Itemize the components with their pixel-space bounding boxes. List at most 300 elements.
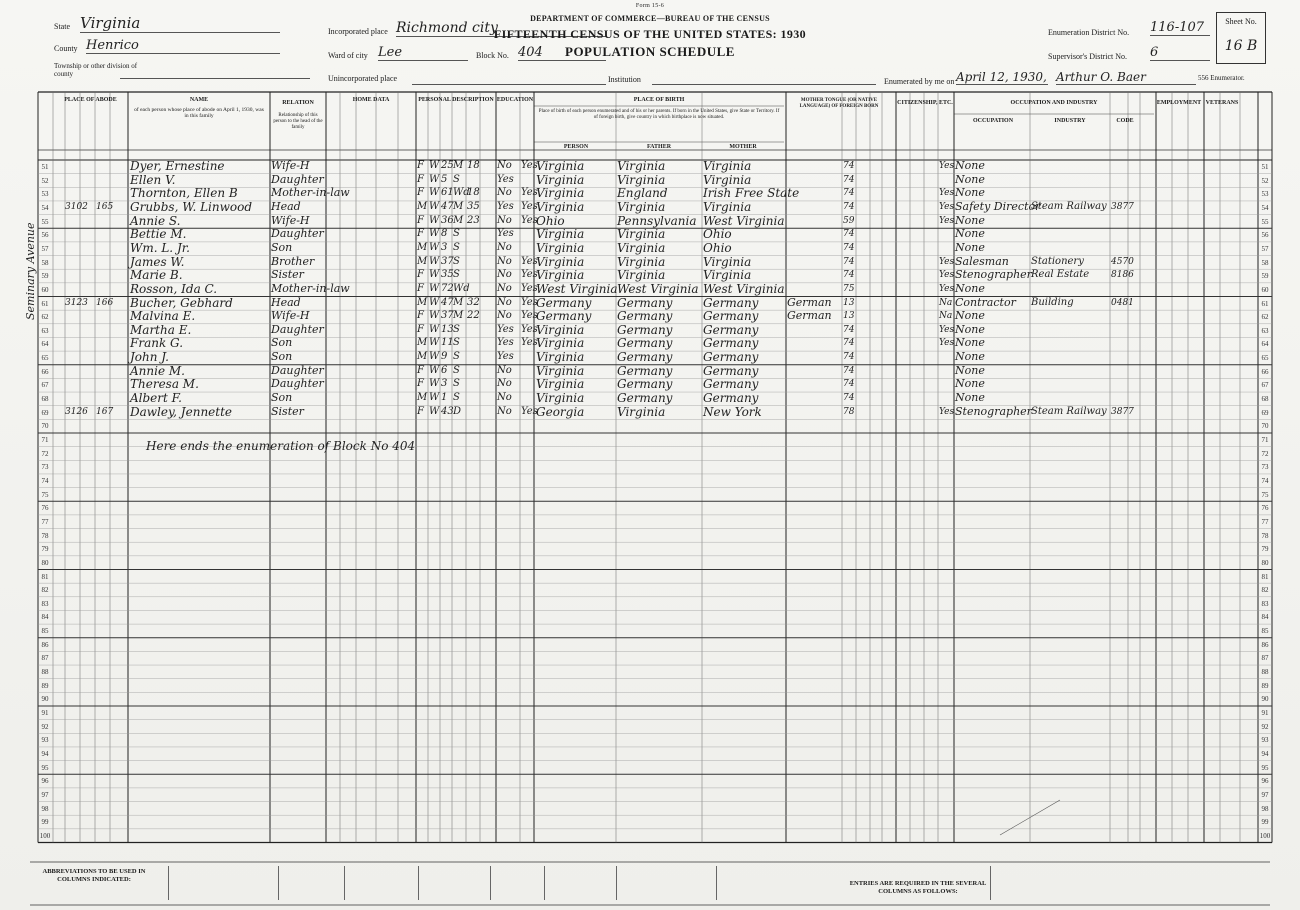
cell-name: Frank G. xyxy=(130,336,184,351)
cell-fam: 165 xyxy=(96,201,114,212)
cell-age: 47 xyxy=(441,200,454,212)
row-number-left: 97 xyxy=(41,790,49,799)
cell-mbp: Germany xyxy=(703,336,759,351)
cell-rel: Wife-H xyxy=(271,213,310,227)
row-number-right: 75 xyxy=(1261,490,1269,499)
cell-mar: S xyxy=(453,351,460,363)
cell-bp: Virginia xyxy=(536,172,585,187)
cell-age: 6 xyxy=(441,364,448,376)
cell-age: 36 xyxy=(441,214,454,226)
cell-sch: No xyxy=(497,187,512,199)
row-number-left: 90 xyxy=(41,695,49,704)
cell-occ: None xyxy=(955,240,985,254)
cell-cit: Yes xyxy=(939,215,955,226)
cell-ind: Building xyxy=(1031,296,1074,308)
cell-sex: F xyxy=(417,282,424,294)
group-mother-tongue: MOTHER TONGUE (OR NATIVE LANGUAGE) OF FOREIGN BORN xyxy=(799,98,879,109)
row-number-left: 52 xyxy=(41,176,49,185)
row-number-right: 62 xyxy=(1261,313,1269,322)
cell-house: 3102 xyxy=(65,201,88,212)
cell-read: Yes xyxy=(521,323,538,335)
row-number-right: 76 xyxy=(1261,504,1269,513)
cell-agem: 32 xyxy=(467,296,480,308)
cell-fbp: West Virginia xyxy=(617,281,699,296)
cell-ocode: 4570 xyxy=(1111,256,1134,267)
cell-cit: Yes xyxy=(939,270,955,281)
row-number-right: 69 xyxy=(1261,408,1269,417)
cell-mar: S xyxy=(453,378,460,390)
cell-mar: M xyxy=(453,160,464,171)
cell-code: 74 xyxy=(843,324,855,335)
row-number-left: 57 xyxy=(41,244,49,253)
cell-fbp: Virginia xyxy=(617,227,666,242)
cell-rel: Daughter xyxy=(271,172,324,186)
cell-sch: Yes xyxy=(497,173,514,185)
cell-mbp: Virginia xyxy=(703,268,752,283)
cell-rel: Wife-H xyxy=(271,159,310,172)
row-number-right: 79 xyxy=(1261,545,1269,554)
cell-race: W xyxy=(429,337,440,349)
cell-occ: None xyxy=(955,159,985,172)
cell-house: 3126 xyxy=(65,406,88,417)
cell-read: Yes xyxy=(521,405,538,417)
sheet-label: Sheet No. xyxy=(1225,17,1257,26)
row-number-right: 95 xyxy=(1261,763,1269,772)
cell-code: 74 xyxy=(843,174,855,185)
cell-mar: S xyxy=(453,269,460,281)
cell-fbp: Virginia xyxy=(617,404,666,419)
row-number-left: 67 xyxy=(41,381,49,390)
abbreviation-box xyxy=(544,866,613,900)
row-number-left: 94 xyxy=(41,749,49,758)
cell-occ: Salesman xyxy=(955,254,1009,268)
cell-sex: F xyxy=(417,310,424,322)
cell-read: Yes xyxy=(521,160,538,171)
row-number-left: 65 xyxy=(41,354,49,363)
cell-fbp: Germany xyxy=(617,322,673,337)
cell-ind: Real Estate xyxy=(1031,269,1090,281)
row-number-left: 93 xyxy=(41,736,49,745)
cell-cit: Yes xyxy=(939,188,955,199)
cell-cit: Yes xyxy=(939,406,955,417)
cell-sch: No xyxy=(497,255,512,267)
row-number-left: 59 xyxy=(41,272,49,281)
state-value: Virginia xyxy=(80,14,280,33)
ward-value: Lee xyxy=(378,45,468,61)
row-number-right: 83 xyxy=(1261,599,1269,608)
cell-mar: S xyxy=(453,241,460,253)
row-number-right: 54 xyxy=(1261,203,1269,212)
cell-rel: Daughter xyxy=(271,363,324,377)
street-margin-note: Seminary Avenue xyxy=(24,222,37,320)
group-place-of-abode: PLACE OF ABODE xyxy=(64,97,117,103)
row-number-left: 84 xyxy=(41,613,49,622)
cell-bp: Ohio xyxy=(536,213,565,228)
cell-mar: M xyxy=(453,214,464,226)
cell-rel: Head xyxy=(271,295,301,309)
cell-fbp: Germany xyxy=(617,377,673,392)
cell-sch: No xyxy=(497,392,512,404)
cell-rel: Mother-in-law xyxy=(271,186,350,200)
cell-sex: M xyxy=(417,241,428,253)
name-column-desc: of each person whose place of abode on April 1, 1930, was in this family xyxy=(134,107,264,119)
cell-cit: Yes xyxy=(939,283,955,294)
cell-sch: Yes xyxy=(497,323,514,335)
cell-code: 74 xyxy=(843,365,855,376)
row-number-left: 51 xyxy=(41,163,49,171)
cell-name: Theresa M. xyxy=(130,377,199,392)
row-number-left: 83 xyxy=(41,599,49,608)
abbreviation-box xyxy=(344,866,415,900)
cell-fbp: Germany xyxy=(617,350,673,365)
block-label: Block No. xyxy=(476,51,509,60)
cell-tongue: German xyxy=(787,309,832,323)
row-number-right: 99 xyxy=(1261,818,1269,827)
cell-name: Rosson, Ida C. xyxy=(130,281,218,296)
col-person: PERSON xyxy=(563,144,589,150)
cell-fbp: Germany xyxy=(617,295,673,310)
schedule-title: POPULATION SCHEDULE xyxy=(565,44,735,59)
row-number-right: 87 xyxy=(1261,654,1269,663)
cell-mbp: Germany xyxy=(703,391,759,406)
row-number-right: 63 xyxy=(1261,326,1269,335)
row-number-left: 54 xyxy=(41,203,49,212)
cell-sch: Yes xyxy=(497,351,514,363)
cell-sch: Yes xyxy=(497,228,514,240)
cell-age: 3 xyxy=(441,241,448,253)
cell-age: 25 xyxy=(441,160,454,171)
cell-sex: F xyxy=(417,269,424,281)
cell-ocode: 3877 xyxy=(1111,406,1134,417)
cell-mbp: Virginia xyxy=(703,254,752,269)
cell-age: 1 xyxy=(441,392,448,404)
cell-race: W xyxy=(429,310,440,322)
cell-sex: M xyxy=(417,200,428,212)
group-personal: PERSONAL DESCRIPTION xyxy=(418,97,494,103)
cell-fbp: Virginia xyxy=(617,268,666,283)
cell-rel: Son xyxy=(271,336,293,350)
enumerated-date: April 12, 1930, xyxy=(956,70,1047,84)
cell-rel: Daughter xyxy=(271,322,324,336)
enum-district-label: Enumeration District No. xyxy=(1048,28,1130,37)
unincorporated-label: Unincorporated place xyxy=(328,74,398,83)
row-number-right: 64 xyxy=(1261,340,1269,349)
cell-occ: None xyxy=(955,336,985,350)
abbreviations-title: ABBREVIATIONS TO BE USED IN COLUMNS INDICATED: xyxy=(42,868,146,883)
cell-sch: Yes xyxy=(497,200,514,212)
birth-column-desc: Place of birth of each person enumerated and of his or her parents. If born in the United States, give State or Territory. If of foreign birth, give country in which birthplace is now situated. xyxy=(538,109,780,120)
cell-age: 3 xyxy=(441,378,448,390)
cell-read: Yes xyxy=(521,310,538,322)
cell-code: 74 xyxy=(843,188,855,199)
row-number-left: 76 xyxy=(41,504,49,513)
col-code: CODE xyxy=(1116,118,1134,124)
institution-line xyxy=(652,84,876,85)
cell-sch: No xyxy=(497,296,512,308)
row-number-right: 91 xyxy=(1261,709,1269,717)
row-number-right: 84 xyxy=(1261,613,1269,622)
cell-fbp: England xyxy=(617,186,668,201)
row-number-right: 82 xyxy=(1261,586,1269,595)
cell-sex: F xyxy=(417,214,424,226)
cell-mbp: Irish Free State xyxy=(703,186,800,201)
group-home-data: HOME DATA xyxy=(352,97,390,103)
row-number-right: 59 xyxy=(1261,272,1269,281)
cell-race: W xyxy=(429,364,440,376)
row-number-right: 78 xyxy=(1261,531,1269,540)
cell-occ: Stenographer xyxy=(955,268,1032,282)
cell-code: 13 xyxy=(843,311,855,322)
cell-fbp: Germany xyxy=(617,391,673,406)
cell-code: 74 xyxy=(843,338,855,349)
row-number-right: 65 xyxy=(1261,354,1269,363)
row-number-left: 88 xyxy=(41,668,49,677)
row-number-left: 60 xyxy=(41,285,49,294)
cell-bp: Germany xyxy=(536,295,592,310)
cell-fbp: Germany xyxy=(617,363,673,378)
row-number-right: 80 xyxy=(1261,558,1269,567)
cell-name: Albert F. xyxy=(130,391,182,406)
department-title: DEPARTMENT OF COMMERCE—BUREAU OF THE CENSUS xyxy=(530,14,770,23)
row-number-right: 98 xyxy=(1261,804,1269,813)
cell-sch: No xyxy=(497,378,512,390)
cell-sex: M xyxy=(417,392,428,404)
cell-rel: Head xyxy=(271,199,301,213)
cell-age: 13 xyxy=(441,323,454,335)
cell-bp: Virginia xyxy=(536,322,585,337)
cell-sex: F xyxy=(417,187,424,199)
supervisor-value: 6 xyxy=(1150,45,1210,61)
row-number-right: 89 xyxy=(1261,681,1269,690)
row-number-right: 96 xyxy=(1261,777,1269,786)
cell-occ: None xyxy=(955,309,985,323)
row-number-left: 74 xyxy=(41,476,49,485)
cell-occ: None xyxy=(955,350,985,364)
cell-rel: Son xyxy=(271,350,293,364)
row-number-right: 72 xyxy=(1261,449,1269,458)
cell-bp: Virginia xyxy=(536,377,585,392)
cell-mbp: West Virginia xyxy=(703,281,785,296)
abbreviation-box xyxy=(168,866,275,900)
col-occupation: OCCUPATION xyxy=(972,118,1014,124)
cell-bp: Virginia xyxy=(536,254,585,269)
cell-name: Dawley, Jennette xyxy=(130,404,233,419)
cell-agem: 22 xyxy=(467,310,480,322)
cell-mar: Wd xyxy=(453,282,470,294)
cell-sch: No xyxy=(497,160,512,171)
cell-occ: None xyxy=(955,213,985,227)
end-of-block-note: Here ends the enumeration of Block No 404 xyxy=(146,439,416,453)
cell-rel: Son xyxy=(271,240,293,254)
cell-ind: Steam Railway xyxy=(1031,405,1107,417)
row-number-right: 94 xyxy=(1261,749,1269,758)
row-number-left: 70 xyxy=(41,422,49,431)
cell-fbp: Germany xyxy=(617,336,673,351)
cell-sex: F xyxy=(417,364,424,376)
cell-bp: Virginia xyxy=(536,268,585,283)
row-number-right: 52 xyxy=(1261,176,1269,185)
row-number-left: 99 xyxy=(41,818,49,827)
cell-mar: S xyxy=(453,392,460,404)
cell-read: Yes xyxy=(521,255,538,267)
cell-rel: Mother-in-law xyxy=(271,281,350,295)
cell-code: 59 xyxy=(843,215,855,226)
cell-ocode: 8186 xyxy=(1111,270,1134,281)
cell-name: James W. xyxy=(130,254,185,269)
abbreviation-box xyxy=(418,866,487,900)
county-value: Henrico xyxy=(86,38,280,54)
sheet-box xyxy=(1216,12,1266,64)
cell-code: 74 xyxy=(843,161,855,171)
cell-read: Yes xyxy=(521,187,538,199)
enumerator-suffix: 556 Enumerator. xyxy=(1198,74,1245,82)
cell-occ: None xyxy=(955,377,985,391)
cell-name: Bucher, Gebhard xyxy=(130,295,233,310)
row-number-right: 68 xyxy=(1261,395,1269,404)
cell-occ: None xyxy=(955,227,985,241)
cell-read: Yes xyxy=(521,269,538,281)
cell-age: 61 xyxy=(441,187,454,199)
sheet-value: 16 B xyxy=(1224,38,1258,54)
cell-name: Annie S. xyxy=(130,213,181,228)
entries-title: ENTRIES ARE REQUIRED IN THE SEVERAL COLUMNS AS FOLLOWS: xyxy=(849,880,987,895)
row-number-right: 51 xyxy=(1261,163,1269,171)
group-employment: EMPLOYMENT xyxy=(1156,100,1202,106)
row-number-right: 56 xyxy=(1261,231,1269,240)
cell-name: Dyer, Ernestine xyxy=(130,159,225,173)
cell-sex: F xyxy=(417,160,424,171)
row-number-left: 61 xyxy=(41,299,49,308)
cell-mar: S xyxy=(453,228,460,240)
row-number-left: 78 xyxy=(41,531,49,540)
row-number-left: 96 xyxy=(41,777,49,786)
cell-sch: No xyxy=(497,269,512,281)
township-label: Township or other division of county xyxy=(54,62,138,78)
row-number-left: 71 xyxy=(41,436,49,444)
row-number-right: 70 xyxy=(1261,422,1269,431)
cell-ind: Steam Railway xyxy=(1031,200,1107,212)
cell-name: Wm. L. Jr. xyxy=(130,240,190,255)
cell-read: Yes xyxy=(521,214,538,226)
cell-mbp: Ohio xyxy=(703,227,732,242)
institution-label: Institution xyxy=(608,75,641,84)
cell-code: 74 xyxy=(843,242,855,253)
census-title: FIFTEENTH CENSUS OF THE UNITED STATES: 1930 xyxy=(493,27,807,41)
group-place-of-birth: PLACE OF BIRTH xyxy=(633,97,685,103)
cell-agem: 23 xyxy=(467,214,480,226)
row-number-left: 62 xyxy=(41,313,49,322)
cell-age: 8 xyxy=(441,228,448,240)
cell-age: 47 xyxy=(441,296,454,308)
cell-cit: Yes xyxy=(939,338,955,349)
cell-rel: Daughter xyxy=(271,227,324,241)
cell-code: 74 xyxy=(843,379,855,390)
cell-name: Thornton, Ellen B xyxy=(130,186,238,201)
row-number-left: 81 xyxy=(41,572,49,581)
row-number-left: 56 xyxy=(41,231,49,240)
enum-district-value: 116-107 xyxy=(1150,20,1210,36)
cell-cit: Yes xyxy=(939,161,955,171)
cell-age: 43 xyxy=(441,405,454,417)
cell-rel: Son xyxy=(271,391,293,405)
cell-mar: S xyxy=(453,255,460,267)
cell-code: 74 xyxy=(843,270,855,281)
row-number-right: 88 xyxy=(1261,668,1269,677)
cell-cit: Yes xyxy=(939,256,955,267)
cell-race: W xyxy=(429,228,440,240)
cell-sex: M xyxy=(417,296,428,308)
cell-bp: Virginia xyxy=(536,199,585,214)
cell-race: W xyxy=(429,296,440,308)
supervisor-label: Supervisor's District No. xyxy=(1048,52,1127,61)
incorporated-label: Incorporated place xyxy=(328,27,388,36)
cell-bp: Virginia xyxy=(536,336,585,351)
cell-bp: Virginia xyxy=(536,363,585,378)
row-number-right: 93 xyxy=(1261,736,1269,745)
cell-occ: None xyxy=(955,363,985,377)
row-number-right: 66 xyxy=(1261,367,1269,376)
cell-ocode: 3877 xyxy=(1111,201,1134,212)
cell-fbp: Pennsylvania xyxy=(617,213,697,228)
cell-mbp: Virginia xyxy=(703,172,752,187)
row-number-right: 92 xyxy=(1261,722,1269,731)
cell-age: 9 xyxy=(441,351,448,363)
cell-race: W xyxy=(429,269,440,281)
cell-rel: Daughter xyxy=(271,377,324,391)
cell-race: W xyxy=(429,200,440,212)
cell-age: 5 xyxy=(441,173,448,185)
cell-race: W xyxy=(429,187,440,199)
cell-race: W xyxy=(429,282,440,294)
cell-mar: S xyxy=(453,173,460,185)
row-number-right: 57 xyxy=(1261,244,1269,253)
cell-sex: M xyxy=(417,337,428,349)
cell-sch: No xyxy=(497,241,512,253)
cell-age: 11 xyxy=(441,337,454,349)
group-name: NAME xyxy=(189,97,209,103)
cell-mar: Wd xyxy=(453,187,470,199)
row-number-left: 73 xyxy=(41,463,49,472)
row-number-left: 68 xyxy=(41,395,49,404)
cell-read: Yes xyxy=(521,200,538,212)
cell-mbp: Virginia xyxy=(703,199,752,214)
cell-code: 74 xyxy=(843,352,855,363)
cell-occ: None xyxy=(955,281,985,295)
cell-age: 37 xyxy=(441,310,454,322)
cell-mbp: Virginia xyxy=(703,159,752,173)
cell-name: Grubbs, W. Linwood xyxy=(130,199,253,214)
cell-occ: Stenographer xyxy=(955,404,1032,418)
cell-fam: 167 xyxy=(96,406,114,417)
abbreviation-box xyxy=(278,866,341,900)
cell-mbp: Ohio xyxy=(703,240,732,255)
cell-bp: Virginia xyxy=(536,240,585,255)
cell-race: W xyxy=(429,214,440,226)
group-citizenship: CITIZENSHIP, ETC. xyxy=(897,100,953,106)
row-number-left: 95 xyxy=(41,763,49,772)
cell-cit: Na xyxy=(939,311,953,322)
cell-sch: Yes xyxy=(497,337,514,349)
row-number-right: 55 xyxy=(1261,217,1269,226)
cell-race: W xyxy=(429,351,440,363)
cell-cit: Na xyxy=(939,297,953,308)
state-label: State xyxy=(54,22,70,31)
row-number-left: 53 xyxy=(41,190,49,199)
row-number-right: 60 xyxy=(1261,285,1269,294)
cell-read: Yes xyxy=(521,296,538,308)
cell-read: Yes xyxy=(521,282,538,294)
cell-name: Bettie M. xyxy=(130,227,187,242)
